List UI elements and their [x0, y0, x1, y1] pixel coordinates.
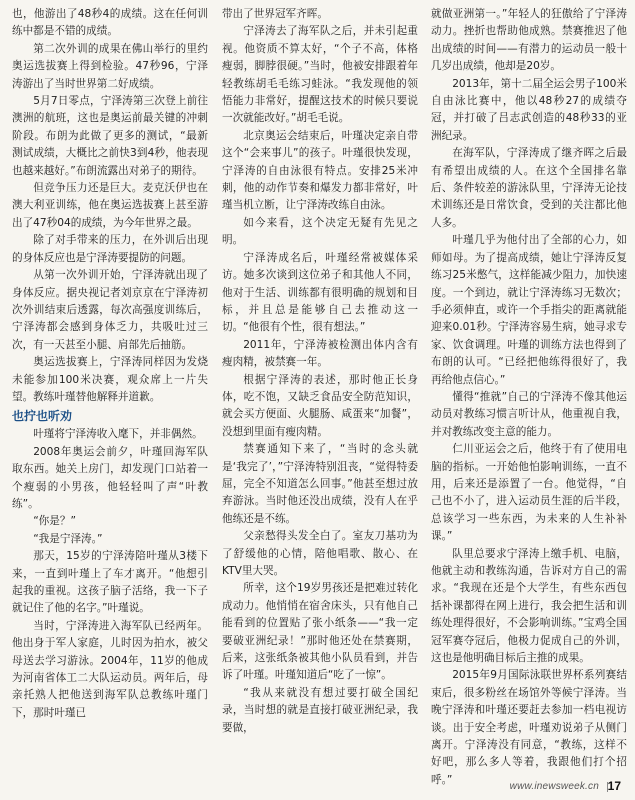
paragraph: 奥运选拔赛上，宁泽涛同样因为发烧未能参加100米决赛，观众席上一片失望。教练叶瑾替他解释并道歉。 [12, 356, 208, 403]
paragraph: 也，他游出了48秒4的成绩。这在任何训练中都是不错的成绩。 [12, 8, 208, 38]
paragraph: 队里总要求宁泽涛上缴手机、电脑，他就主动和教练沟通，告诉对方自己的需求。“我现在还是个大学生，有些东西包括补课都得在网上进行，我会把生活和训练处理得很好，不会影响训练。”宝鸡全国冠军赛夺冠后，他极力促成自己的外训，这也是他明确目标后主推的成果。 [431, 547, 627, 665]
paragraph: 禁赛通知下来了，“当时的念头就是‘我完了’，”宁泽涛特别沮丧，“觉得特委屈，完全不知道怎么回事。”他甚至想过放弃游泳。当时他还没出成绩，没有人在乎他练还是不练。 [222, 443, 418, 525]
website-url: www.inewsweek.cn [509, 781, 599, 792]
paragraph: 当时，宁泽涛进入海军队已经两年。他出身于军人家庭，儿时因为拍水，被父母送去学习游泳。2004年，11岁的他成为河南省体工二大队运动员。两年后，母亲托熟人把他送到海军队总教练叶瑾门下，那时叶瑾已 [12, 619, 208, 719]
paragraph: 2008年奥运会前夕，叶瑾回海军队取东西。她关上房门，却发现门口站着一个瘦弱的小男孩，他轻轻叫了声“叶教练”。 [12, 445, 208, 510]
page-number: 17 [607, 779, 621, 793]
paragraph: 5月7日零点，宁泽涛第三次登上前往澳洲的航班，这也是奥运前最关键的冲刺阶段。布朗为此做了更多的测试，“最新测试成绩，大概比之前快3到4秒，他表现也越来越好。”布朗流露出对弟子的期待。 [12, 95, 208, 177]
paragraph: 带出了世界冠军齐晖。 [222, 8, 328, 20]
text-column-1 [12, 6, 208, 766]
paragraph: 但竞争压力还是巨大。麦克沃伊也在澳大利亚训练，他在奥运选拔赛上甚至游出了47秒04的成绩，为今年世界之最。 [12, 182, 208, 229]
paragraph: 2011年，宁泽涛被检测出体内含有瘦肉精，被禁赛一年。 [222, 338, 418, 369]
paragraph: 父亲愁得头发全白了。室友刀基功为了舒缓他的心情，陪他唱歌、散心、在KTV里大哭。 [222, 530, 418, 577]
paragraph: 叶瑾将宁泽涛收入麾下，并非偶然。 [33, 428, 203, 441]
paragraph: “我从来就没有想过要打破全国纪录，当时想的就是直接打破亚洲纪录，我要做， [222, 686, 418, 734]
paragraph: 根据宁泽涛的表述，那时他正长身体，吃不饱，又缺乏食品安全防范知识，就会买方便面、火腿肠、咸蛋来“加餐”，没想到里面有瘦肉精。 [222, 373, 418, 438]
paragraph: “你是？” [33, 515, 76, 528]
paragraph: 那天，15岁的宁泽涛陪叶瑾从3楼下来，一直到叶瑾上了车才离开。“他想引起我的重视。这孩子脑子活络，我一下子就记住了他的名字。”叶瑾说。 [12, 550, 208, 615]
paragraph: 除了对手带来的压力，在外训后出现的身体反应也是宁泽涛要提防的问题。 [12, 234, 208, 264]
paragraph: 第二次外训的成果在佛山举行的里约奥运选拔赛上得到检验。47秒96，宁泽涛游出了当时世界第二好成绩。 [12, 42, 208, 90]
paragraph: 宁泽涛成名后，叶瑾经常被媒体采访。她多次谈到这位弟子和其他人不同，他对于生活、训练都有很明确的规划和目标，并且总是能够自己去推动这一切。“他很有个性，很有想法。” [222, 251, 418, 334]
paragraph: 如今来看，这个决定无疑有先见之明。 [222, 216, 418, 247]
paragraph: 在海军队，宁泽涛成了继齐晖之后最有希望出成绩的人。在这个全国排名靠后、条件较差的游泳队里，宁泽涛无论技术训练还是日常饮食，受到的关注都比他人多。 [431, 147, 627, 229]
paragraph: 宁泽涛去了海军队之后，并未引起重视。他资质不算太好，“个子不高，体格瘦弱，脚脖很硬。”当时，他被安排跟着年轻教练胡毛毛练习蛙泳。“我发现他的领悟能力非常好，提醒这技术的时候只要说一次就能改好。”胡毛毛说。 [222, 25, 418, 125]
paragraph: 就做亚洲第一。”年轻人的狂傲给了宁泽涛动力。挫折也帮助他成熟。禁赛推迟了他出成绩的时间——有潜力的运动员一般十几岁出成绩，他却是20岁。 [431, 8, 627, 73]
section-heading: 也拧也听劝 [12, 409, 73, 424]
paragraph: 仁川亚运会之后，他终于有了使用电脑的指标。一开始他怕影响训练，一直不用，后来还是添置了一台。他觉得，“自己也不小了，进入运动员生涯的后半段，总该学习一些东西，为未来的人生补补课。” [431, 443, 627, 543]
paragraph: 从第一次外训开始，宁泽涛就出现了身体反应。据央视记者刘京京在宁泽涛初次外训结束后透露，每次高强度训练后，宁泽涛都会感到身体乏力，共吸吐过三次，有一天甚至小腿、肩部先后抽筋。 [12, 269, 208, 351]
paragraph: 北京奥运会结束后，叶瑾决定亲自带这个“会来事儿”的孩子。叶瑾很快发现，宁泽涛的自由泳很有特点。安排25米冲刺，他的动作节奏和爆发力都非常好，叶瑾当机立断，让宁泽涛改练自由泳。 [222, 129, 418, 212]
paragraph: “我是宁泽涛。” [33, 532, 103, 545]
paragraph: 2015年9月国际泳联世界杯系列赛结束后，很多粉丝在场馆外等候宁泽涛。当晚宁泽涛和叶瑾还要赶去参加一档电视访谈。出于安全考虑，叶瑾劝说弟子从侧门离开。宁泽涛没有同意，“教练，这样不好吧，那么多人等着，我跟他们打个招呼。” [431, 669, 627, 786]
paragraph: 2013年，第十二届全运会男子100米自由泳比赛中，他以48秒27的成绩夺冠，并打破了吕志武创造的48秒33的亚洲纪录。 [431, 77, 627, 142]
text-column-2 [222, 6, 418, 766]
page-footer [0, 778, 635, 796]
paragraph: 叶瑾几乎为他付出了全部的心力，如师如母。为了提高成绩，她让宁泽涛反复练习25米憋气，这样能减少阻力，加快速度。一个到边，就让宁泽涛练习无数次；手必须伸直，或许一个手指尖的距离就能迎来0.01秒。宁泽涛容易生病，她寻求专家、饮食调理。叶瑾的训练方法也得到了布朗的认可。“已经把他练得很好了，我再给他点信心。” [431, 234, 627, 386]
paragraph: 所幸，这个19岁男孩还是把难过转化成动力。他悄悄在宿舍床头，只有他自己能看到的位置贴了张小纸条——“我一定要破亚洲纪录！”那时他还处在禁赛期，后来，这张纸条被其他小队员看到，并告诉了叶瑾。叶瑾知道后“吃了一惊”。 [222, 582, 418, 682]
paragraph: 懂得“推就”自己的宁泽涛不像其他运动员对教练习惯言听计从，他重视自我，并对教练改变主意的能力。 [431, 390, 627, 438]
